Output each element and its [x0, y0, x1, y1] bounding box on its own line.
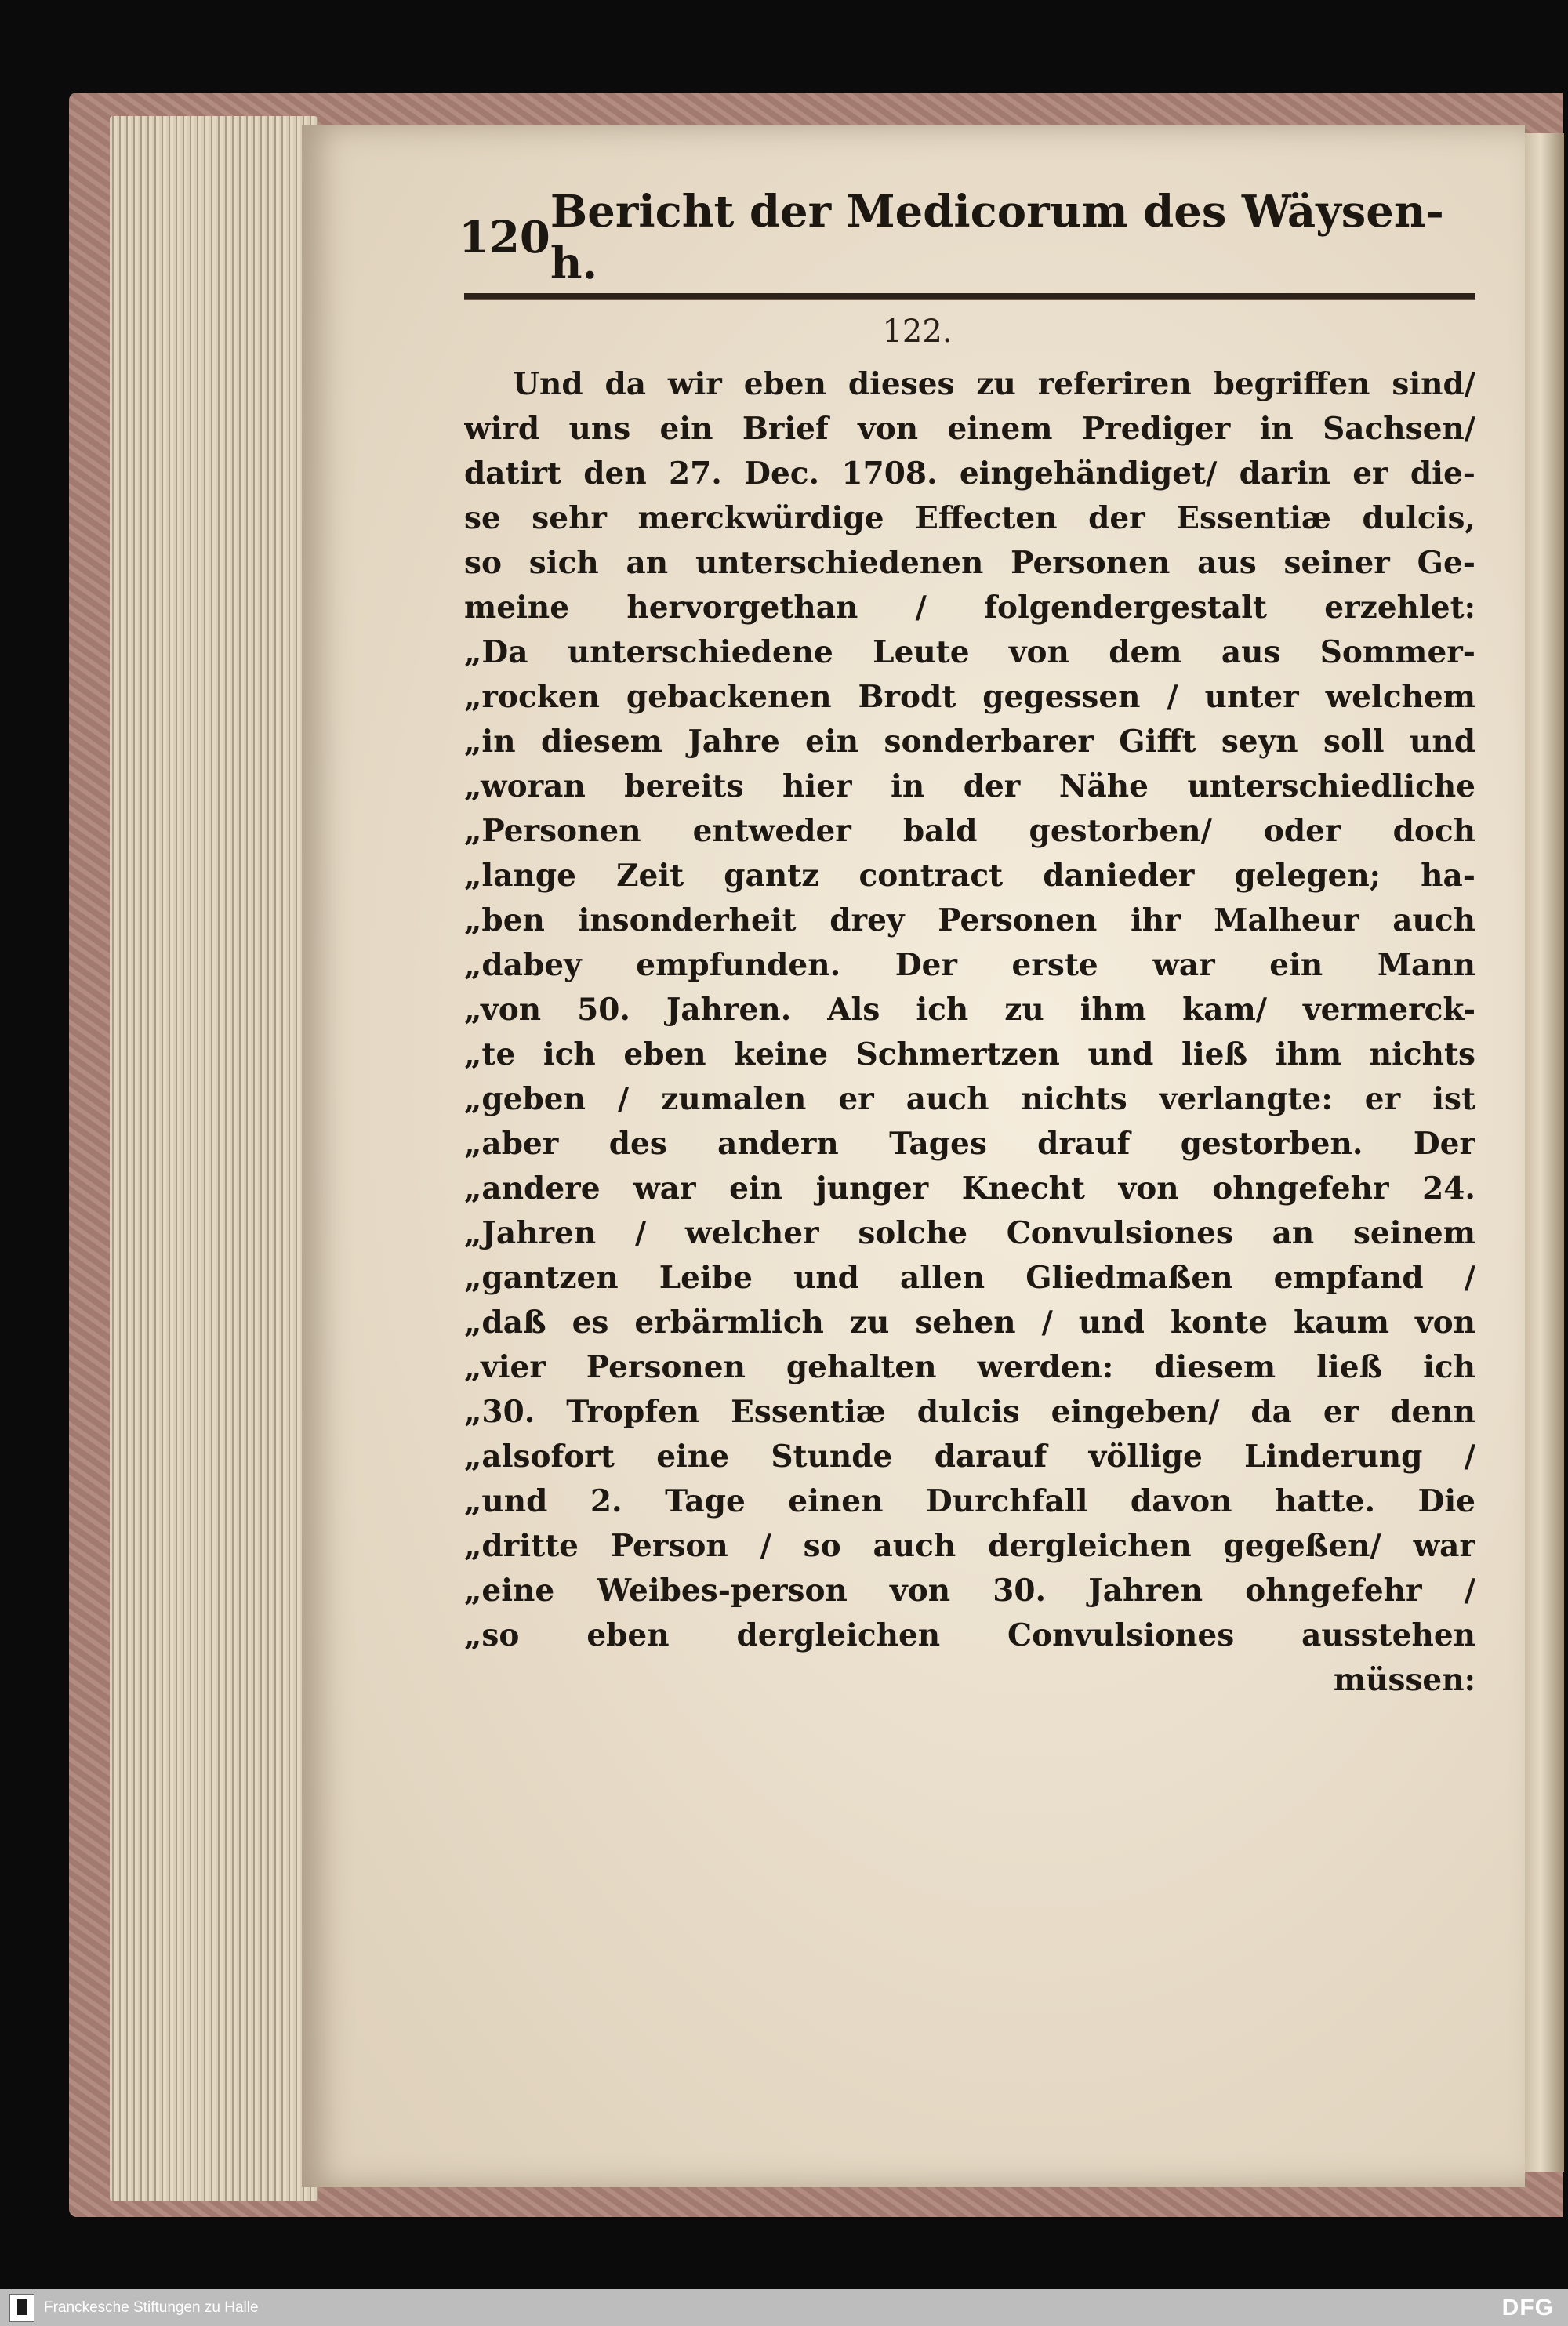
facing-page-edge — [1525, 133, 1564, 2172]
text-line: „lange Zeit gantz contract danieder gelegen; ha- — [464, 858, 1475, 894]
text-line: „30. Tropfen Essentiæ dulcis eingeben/ da er denn — [464, 1394, 1475, 1430]
text-line: „dritte Person / so auch dergleichen gegeßen/ war — [464, 1528, 1475, 1564]
body-text — [464, 362, 1475, 1703]
text-line: „und 2. Tage einen Durchfall davon hatte. Die — [464, 1483, 1475, 1519]
text-line: „Da unterschiedene Leute von dem aus Sommer- — [464, 634, 1475, 670]
text-line: „geben / zumalen er auch nichts verlangte: er ist — [464, 1081, 1475, 1117]
institution-seal-icon — [9, 2294, 34, 2322]
text-line: so sich an unterschiedenen Personen aus seiner Ge- — [464, 545, 1475, 581]
text-line: „ben insonderheit drey Personen ihr Malheur auch — [464, 902, 1475, 938]
running-title: Bericht der Medicorum des Wäysen-h. — [550, 186, 1444, 289]
dfg-logo: DFG — [1501, 2294, 1554, 2321]
text-line: „gantzen Leibe und allen Gliedmaßen empfand / — [464, 1260, 1475, 1296]
text-line: se sehr merckwürdige Effecten der Essentiæ dulcis, — [464, 500, 1475, 536]
text-line: „daß es erbärmlich zu sehen / und konte kaum von — [464, 1305, 1475, 1341]
text-line: meine hervorgethan / folgendergestalt erzehlet: — [464, 590, 1475, 626]
text-line: „aber des andern Tages drauf gestorben. Der — [464, 1126, 1475, 1162]
text-line: „vier Personen gehalten werden: diesem ließ ich — [464, 1349, 1475, 1385]
page-header — [459, 186, 1478, 289]
text-line: „eine Weibes-person von 30. Jahren ohngefehr / — [464, 1573, 1475, 1609]
page-edges — [110, 116, 318, 2201]
text-line: Und da wir eben dieses zu referiren begriffen sind/ — [513, 366, 1475, 402]
text-line: „alsofort eine Stunde darauf völlige Linderung / — [464, 1439, 1475, 1475]
text-line: datirt den 27. Dec. 1708. eingehändiget/ darin er die- — [464, 455, 1475, 492]
text-line: „so eben dergleichen Convulsiones ausstehen — [464, 1617, 1475, 1653]
text-line: „woran bereits hier in der Nähe unterschiedliche — [464, 768, 1475, 804]
page-number: 120 — [459, 212, 550, 263]
footer-bar — [0, 2289, 1568, 2326]
header-rule — [464, 293, 1475, 300]
text-line: „von 50. Jahren. Als ich zu ihm kam/ vermerck- — [464, 992, 1475, 1028]
text-line: „andere war ein junger Knecht von ohngefehr 24. — [464, 1170, 1475, 1207]
text-line: „Personen entweder bald gestorben/ oder doch — [464, 813, 1475, 849]
text-line: wird uns ein Brief von einem Prediger in Sachsen/ — [464, 411, 1475, 447]
text-line: „te ich eben keine Schmertzen und ließ ihm nichts — [464, 1036, 1475, 1072]
text-line: „rocken gebackenen Brodt gegessen / unter welchem — [464, 679, 1475, 715]
institution-name: Franckesche Stiftungen zu Halle — [44, 2299, 259, 2316]
text-line: „Jahren / welcher solche Convulsiones an seinem — [464, 1215, 1475, 1251]
text-line: „dabey empfunden. Der erste war ein Mann — [464, 947, 1475, 983]
section-number: 122. — [882, 314, 953, 350]
text-line: „in diesem Jahre ein sonderbarer Gifft seyn soll und — [464, 724, 1475, 760]
text-line: müssen: — [1333, 1662, 1475, 1698]
